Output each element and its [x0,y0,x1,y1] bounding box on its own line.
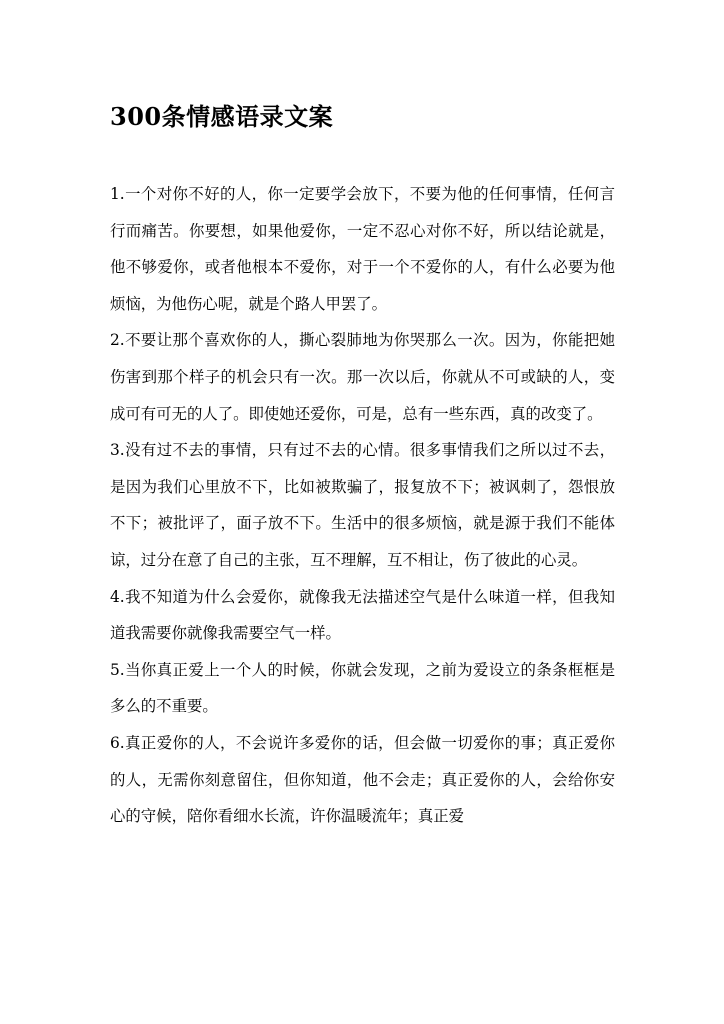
paragraph-6: 6.真正爱你的人，不会说许多爱你的话，但会做一切爱你的事；真正爱你的人，无需你刻意留住，但你知道，他不会走；真正爱你的人，会给你安心的守候，陪你看细水长流，许你温暖流年；真正爱 [110,733,615,826]
document-body [110,176,615,835]
paragraph-1: 1.一个对你不好的人，你一定要学会放下，不要为他的任何事情，任何言行而痛苦。你要想，如果他爱你，一定不忍心对你不好，所以结论就是，他不够爱你，或者他根本不爱你，对于一个不爱你的人，有什么必要为他烦恼，为他伤心呢，就是个路人甲罢了。 [110,185,615,313]
paragraph-4: 4.我不知道为什么会爱你，就像我无法描述空气是什么味道一样，但我知道我需要你就像我需要空气一样。 [110,587,615,643]
document-title: 300条情感语录文案 [110,102,334,131]
paragraph-5: 5.当你真正爱上一个人的时候，你就会发现，之前为爱设立的条条框框是多么的不重要。 [110,660,615,716]
paragraph-2: 2.不要让那个喜欢你的人，撕心裂肺地为你哭那么一次。因为，你能把她伤害到那个样子的机会只有一次。那一次以后，你就从不可或缺的人，变成可有可无的人了。即使她还爱你，可是，总有一些东西，真的改变了。 [110,331,615,423]
paragraph-3: 3.没有过不去的事情，只有过不去的心情。很多事情我们之所以过不去，是因为我们心里放不下，比如被欺骗了，报复放不下；被讽刺了，怨恨放不下；被批评了，面子放不下。生活中的很多烦恼，就是源于我们不能体谅，过分在意了自己的主张，互不理解，互不相让，伤了彼此的心灵。 [110,441,615,569]
